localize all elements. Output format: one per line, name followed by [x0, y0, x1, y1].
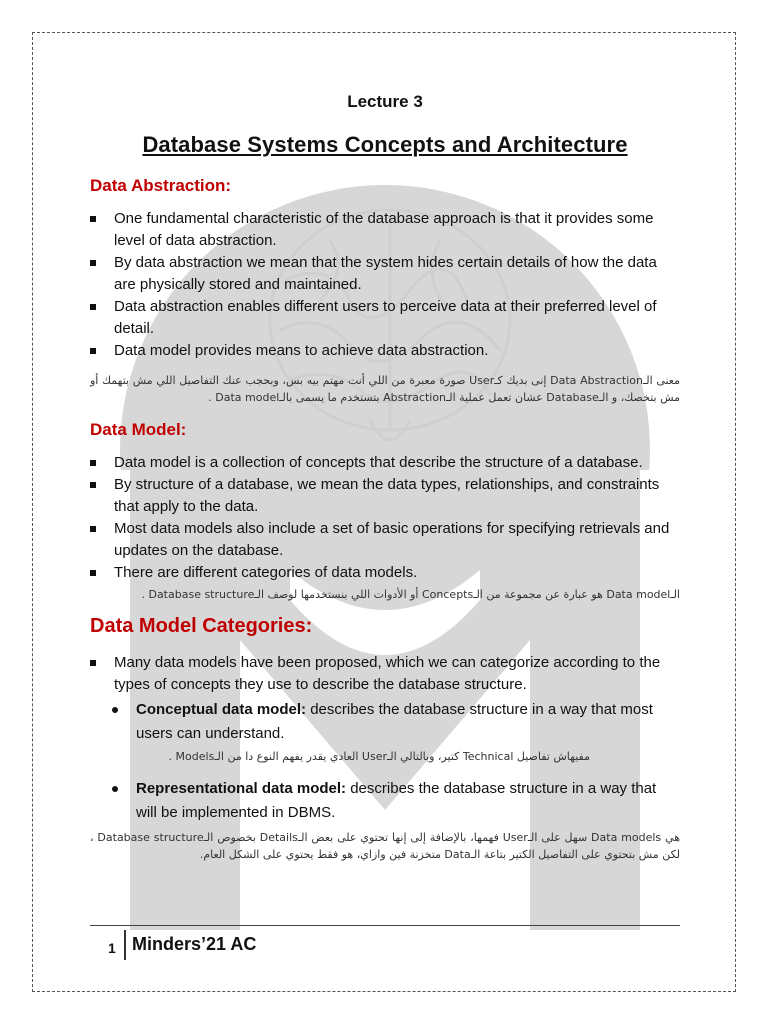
list-item: By data abstraction we mean that the system hides certain details of how the data are physically stored and maintained.	[90, 252, 680, 296]
arabic-note-data-model: الـData model هو عبارة عن مجموعة من الـConcepts أو الأدوات اللي بنستخدمها لوصف الـDatabase structure .	[141, 588, 680, 601]
model-types-list-2	[112, 777, 680, 825]
arabic-note-abstraction: معنى الـData Abstraction إنى بديك كـUser صورة معبرة من اللي أنت مهتم بيه بس، وبحجب عنك التفاصيل اللي مش بتهمك أو مش بتخصك، و الـDatabase عشان تعمل عملية الـAbstraction بتستخدم ما يسمى بالـData model .	[90, 374, 681, 404]
list-item: Data model provides means to achieve data abstraction.	[90, 340, 680, 362]
section-heading-categories: Data Model Categories:	[90, 615, 313, 637]
arabic-note-representational: هي Data models سهل على الـUser فهمها، بالإضافة إلى إنها تحتوي على بعض الـDetails بخصوص الـDatabase structure ، لكن مش بتحتوي على التفاصيل الكتير بتاعة الـData متخزنة فين وازاي، هو فقط يحتوي على الشكل العام.	[90, 831, 681, 861]
term-representational: Representational data model:	[136, 780, 347, 797]
list-item: One fundamental characteristic of the database approach is that it provides some level of data abstraction.	[90, 208, 680, 252]
list-item: Data abstraction enables different users to perceive data at their preferred level of detail.	[90, 296, 680, 340]
list-item: Data model is a collection of concepts that describe the structure of a database.	[90, 452, 680, 474]
representational-description: describes the database structure in a way that will be implemented in DBMS.	[136, 780, 657, 821]
list-item: There are different categories of data models.	[90, 562, 680, 584]
categories-list	[90, 652, 680, 696]
section-heading-data-model: Data Model:	[90, 420, 187, 439]
document-content	[90, 92, 680, 875]
list-item-representational	[112, 777, 680, 825]
list-item: Most data models also include a set of basic operations for specifying retrievals and updates on the database.	[90, 518, 680, 562]
arabic-note-conceptual: مفيهاش تفاصيل Technical كتير، وبالتالي الـUser العادي يقدر يفهم النوع دا من الـModels .	[168, 750, 590, 763]
footer-divider	[124, 930, 126, 960]
conceptual-description: describes the database structure in a way that most users can understand.	[136, 701, 653, 742]
lecture-label: Lecture 3	[347, 92, 423, 111]
page-number: 1	[108, 940, 116, 956]
data-model-list	[90, 452, 680, 584]
list-item: Many data models have been proposed, which we can categorize according to the types of concepts they use to describe the database structure.	[90, 652, 680, 696]
footer-org-name: Minders’21 AC	[132, 934, 257, 954]
data-abstraction-list	[90, 208, 680, 362]
page-footer	[90, 925, 680, 956]
model-types-list	[112, 698, 680, 746]
list-item: By structure of a database, we mean the data types, relationships, and constraints that apply to the data.	[90, 474, 680, 518]
term-conceptual: Conceptual data model:	[136, 701, 307, 718]
document-title: Database Systems Concepts and Architecture	[142, 132, 628, 157]
list-item-conceptual	[112, 698, 680, 746]
section-heading-data-abstraction: Data Abstraction:	[90, 176, 232, 195]
